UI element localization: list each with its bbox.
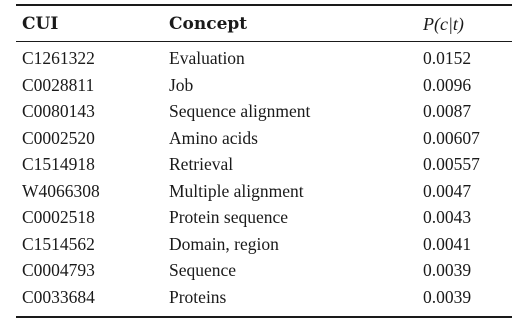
- cell-probability: 0.0039: [423, 260, 472, 280]
- cell-probability: 0.0043: [423, 207, 472, 227]
- cell-cui: C0080143: [22, 101, 95, 121]
- header-cui: CUI: [22, 14, 59, 34]
- table-row: [16, 98, 512, 125]
- header-concept: Concept: [169, 14, 248, 34]
- table-bottom-rule: [16, 316, 512, 318]
- cell-concept: Sequence: [169, 260, 237, 280]
- table-header-rule: [16, 41, 512, 42]
- table-row: [16, 45, 512, 72]
- cell-cui: C0002520: [22, 127, 95, 148]
- cell-probability: 0.00557: [423, 154, 480, 174]
- cell-probability: 0.0087: [423, 101, 472, 121]
- table-row: [16, 284, 512, 311]
- header-probability: P(c|t): [423, 14, 464, 34]
- table-top-rule: [16, 4, 512, 6]
- cell-concept: Retrieval: [169, 154, 234, 174]
- table-row: [16, 151, 512, 178]
- cell-cui: W4066308: [22, 180, 100, 201]
- cell-probability: 0.0152: [423, 48, 472, 68]
- cell-concept: Proteins: [169, 286, 227, 307]
- cell-cui: C1514918: [22, 154, 95, 174]
- table-row: [16, 178, 512, 205]
- cell-concept: Evaluation: [169, 48, 245, 68]
- cell-concept: Multiple alignment: [169, 180, 304, 201]
- cell-concept: Amino acids: [169, 127, 258, 148]
- table-row: [16, 257, 512, 284]
- cell-cui: C0002518: [22, 207, 95, 227]
- cell-concept: Sequence alignment: [169, 101, 311, 121]
- cell-probability: 0.0047: [423, 180, 472, 201]
- table-header-row: [16, 10, 512, 38]
- cell-cui: C0033684: [22, 286, 95, 307]
- cell-concept: Domain, region: [169, 233, 279, 254]
- cell-probability: 0.00607: [423, 127, 480, 148]
- cell-cui: C1261322: [22, 48, 95, 68]
- cell-concept: Job: [169, 74, 194, 95]
- cell-cui: C0004793: [22, 260, 95, 280]
- cell-cui: C1514562: [22, 233, 95, 254]
- table-row: [16, 231, 512, 258]
- cell-concept: Protein sequence: [169, 207, 289, 227]
- cell-cui: C0028811: [22, 74, 95, 95]
- table-row: [16, 72, 512, 99]
- table-row: [16, 204, 512, 231]
- cell-probability: 0.0039: [423, 286, 472, 307]
- cell-probability: 0.0041: [423, 233, 472, 254]
- table-row: [16, 125, 512, 152]
- cell-probability: 0.0096: [423, 74, 472, 95]
- table-body: [16, 45, 512, 310]
